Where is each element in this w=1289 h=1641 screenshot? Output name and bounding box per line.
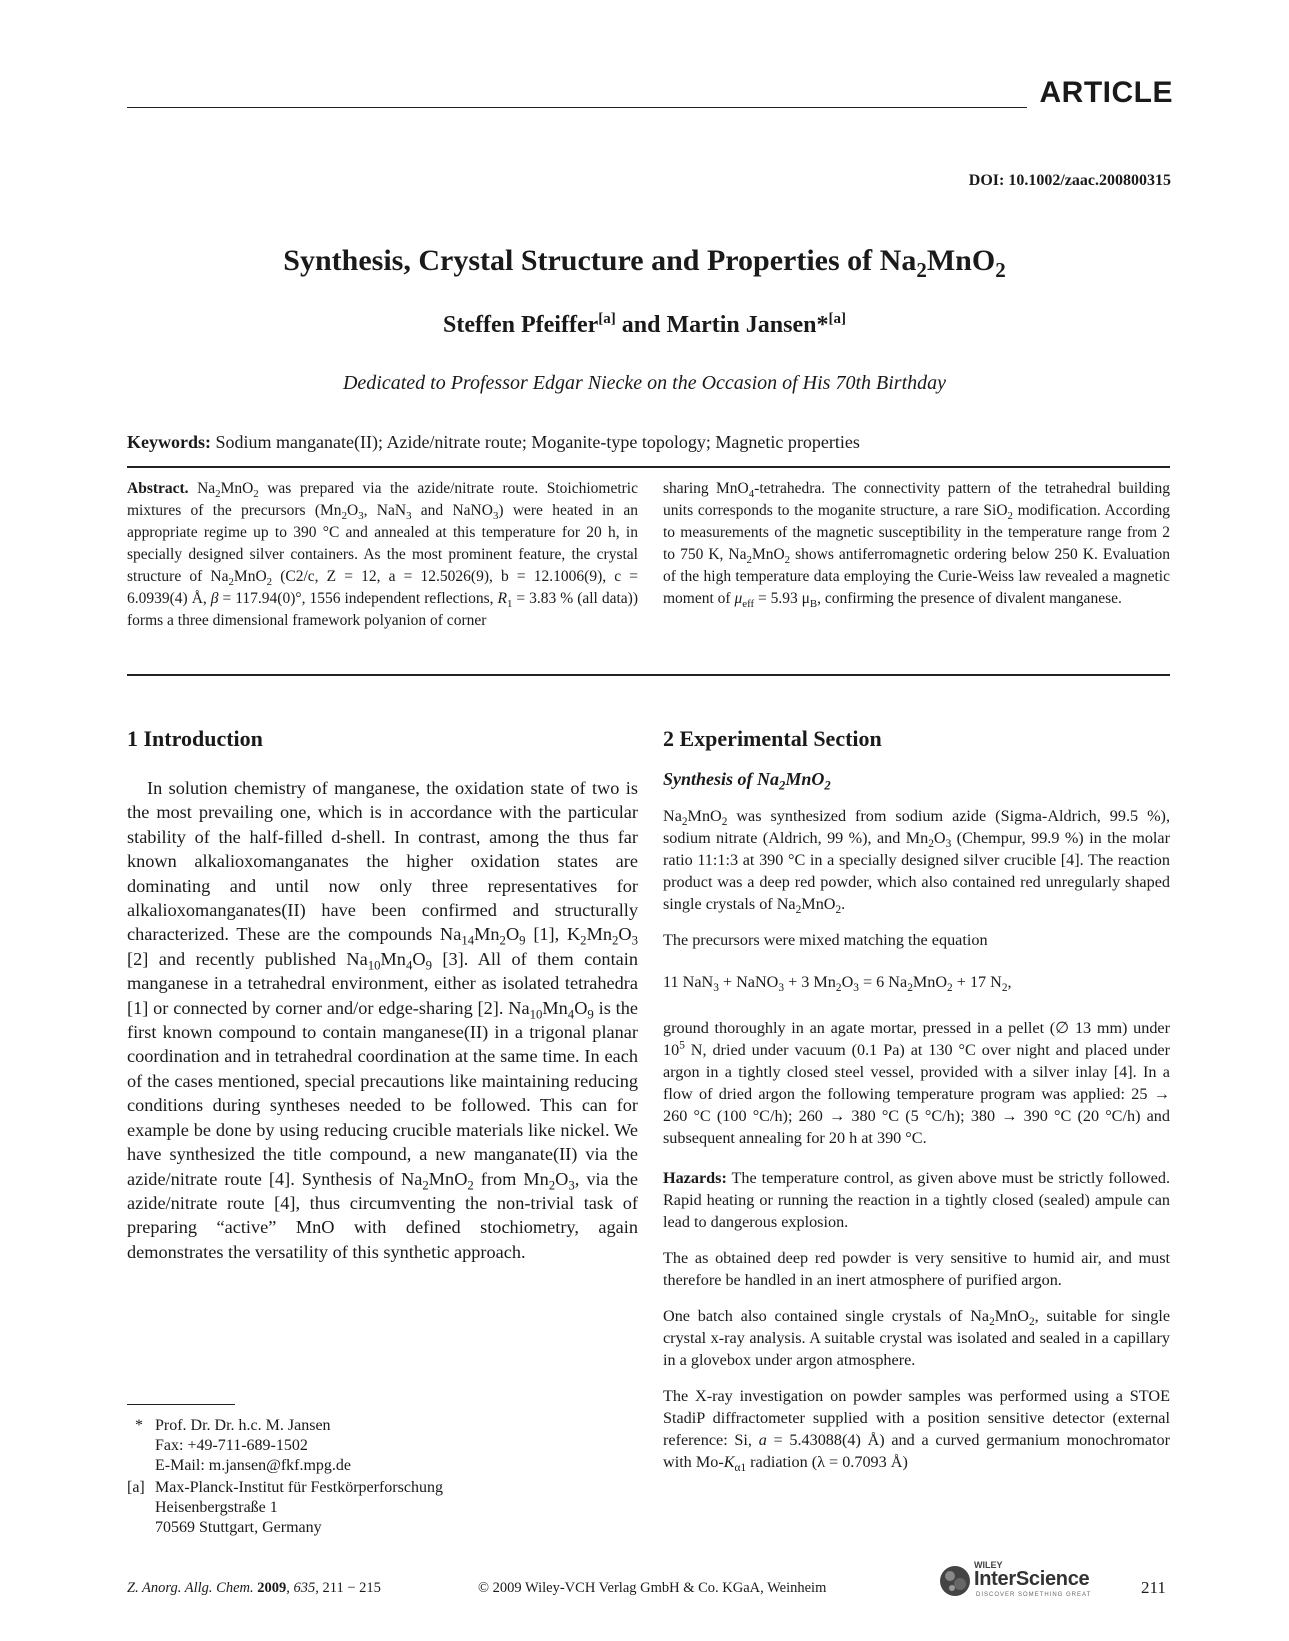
paragraph-hazards: Hazards: The temperature control, as given above must be strictly followed. Rapid heating or running the reaction in a tightly closed (sealed) ampule can lead to dangerous explosion. xyxy=(663,1169,1170,1231)
subsection-heading-synthesis: Synthesis of $Na_2MnO_2$ xyxy=(663,769,831,793)
article-title: Synthesis, Crystal Structure and Properties of $Na_2MnO_2$ xyxy=(283,244,1006,282)
abstract-bottom-rule xyxy=(127,674,1170,676)
paragraph-procedure: ground thoroughly in an agate mortar, pressed in a pellet (∅ 13 mm) under $10^5$ N, dried under vacuum (0.1 Pa) at 130 °C over night and placed under argon in a tightly closed steel vessel, provided with a silver inlay [4]. In a flow of dried argon the following temperature program was applied: 25 → 260 °C (100 °C/h); 260 → 380 °C (5 °C/h); 380 → 390 °C (20 °C/h) and subsequent annealing for 20 h at 390 °C. xyxy=(663,1019,1170,1147)
section-heading-introduction: 1 Introduction xyxy=(127,726,263,751)
article-type-label: ARTICLE xyxy=(1039,76,1173,109)
experimental-body xyxy=(663,805,1170,1487)
footnote-corresponding-author: * Prof. Dr. Dr. h.c. M. Jansen Fax: +49-711-689-1502 E-Mail: m.jansen@fkf.mpg.de xyxy=(135,1417,352,1474)
author-2: Martin Jansen* xyxy=(666,312,829,338)
globe-icon xyxy=(938,1564,972,1598)
paragraph-synthesis: $Na_2MnO_2$ was synthesized from sodium azide (Sigma-Aldrich, 99.5 %), sodium nitrate (Aldrich, 99 %), and $Mn_2O_3$ (Chempur, 99.9 %) in the molar ratio 11:1:3 at 390 °C in a specially designed silver crucible [4]. The reaction product was a deep red powder, which also contained red unregularly shaped single crystals of $Na_2MnO_2$. xyxy=(663,807,1170,917)
footer-citation: Z. Anorg. Allg. Chem. 2009, 635, 211 − 215 xyxy=(127,1580,381,1596)
abstract-right-column: sharing MnO$_4$-tetrahedra. The connectivity pattern of the tetrahedral building units corresponds to the moganite structure, a rare SiO$_2$ modification. According to measurements of the magnetic susceptibility in the temperature range from 2 to 750 K, $Na_2MnO_2$ shows antiferromagnetic ordering below 250 K. Evaluation of the high temperature data employing the Curie-Weiss law revealed a magnetic moment of $\mu_{eff} = 5.93$ $\mu_B$, confirming the presence of divalent manganese. xyxy=(663,480,1171,611)
reaction-equation: 11 NaN$_3$ + NaNO$_3$ + 3 $Mn_2O_3 = 6$ $Na_2MnO_2 + 17$ $N_2$, xyxy=(663,973,1012,995)
footnote-rule xyxy=(127,1404,235,1405)
abstract-left-column: Abstract. $Na_2MnO_2$ was prepared via the azide/nitrate route. Stoichiometric mixtures of the precursors ($Mn_2O_3$, NaN$_3$ and NaNO$_3$) were heated in an appropriate regime up to 390 °C and annealed at this temperature for 20 h, in specially designed silver containers. As the most prominent feature, the crystal structure of $Na_2MnO_2$ (C2/c, Z = 12, a = 12.5026(9), b = 12.1006(9), c = 6.0939(4) Å, β = 117.94(0)°, 1556 independent reflections, $R_1 = 3.83$ % (all data)) forms a three dimensional framework polyanion of corner xyxy=(127,480,639,629)
authors: Steffen Pfeiffer[a] and Martin Jansen*[a] xyxy=(443,311,846,338)
page-number: 211 xyxy=(1141,1578,1166,1597)
doi[interactable]: DOI: 10.1002/zaac.200800315 xyxy=(968,172,1171,189)
author-1-affiliation: [a] xyxy=(598,311,616,327)
section-heading-experimental: 2 Experimental Section xyxy=(663,726,882,751)
author-1: Steffen Pfeiffer xyxy=(443,312,599,338)
paragraph-single-crystals: One batch also contained single crystals of $Na_2MnO_2$, suitable for single crystal x-ray analysis. A suitable crystal was isolated and sealed in a capillary in a glovebox under argon atmosphere. xyxy=(663,1307,1171,1369)
paragraph-precursors: The precursors were mixed matching the equation xyxy=(663,931,988,949)
footnote-affiliation: [a] Max-Planck-Institut für Festkörperforschung Heisenbergstraße 1 70569 Stuttgart, Germany xyxy=(127,1479,443,1536)
header-rule xyxy=(127,107,1027,108)
footer-copyright: © 2009 Wiley-VCH Verlag GmbH & Co. KGaA, Weinheim xyxy=(478,1580,827,1596)
author-2-affiliation: [a] xyxy=(828,311,846,327)
paragraph-powder: The as obtained deep red powder is very sensitive to humid air, and must therefore be handled in an inert atmosphere of purified argon. xyxy=(663,1249,1170,1289)
paragraph-xray: The X-ray investigation on powder samples was performed using a STOE StadiP diffractometer supplied with a position sensitive detector (external reference: Si, a = 5.43088(4) Å) and a curved germanium monochromator with $Mo-K_{\alpha 1}$ radiation (λ = 0.7093 Å) xyxy=(663,1387,1170,1475)
wiley-interscience-logo[interactable]: WILEY InterScience DISCOVER SOMETHING GREAT xyxy=(938,1560,1108,1600)
dedication: Dedicated to Professor Edgar Niecke on the Occasion of His 70th Birthday xyxy=(342,372,947,394)
keywords: Keywords: Sodium manganate(II); Azide/nitrate route; Moganite-type topology; Magnetic properties xyxy=(127,432,860,452)
abstract-top-rule xyxy=(127,466,1170,468)
author-email[interactable]: E-Mail: m.jansen@fkf.mpg.de xyxy=(155,1457,352,1474)
introduction-body: In solution chemistry of manganese, the oxidation state of two is the most prevailing one, which is in accordance with the particular stability of the half-filled d-shell. In contrast, among the thus far known alkalioxomanganates the higher oxidation states are dominating and until now only three representatives for alkalioxomanganates(II) have been confirmed and structurally characterized. These are the compounds $Na_{14}Mn_2O_9$ [1], $K_2Mn_2O_3$ [2] and recently published $Na_{10}Mn_4O_9$ [3]. All of them contain manganese in a tetrahedral environment, either as isolated tetrahedra [1] or connected by corner and/or edge-sharing [2]. $Na_{10}Mn_4O_9$ is the first known compound to contain manganese(II) in a trigonal planar coordination and in tetrahedral coordination at the same time. In each of the cases mentioned, special precautions like maintaining reducing conditions during syntheses needed to be followed. This can for example be done by using reducing crucible materials like nickel. We have synthesized the title compound, a new manganate(II) via the azide/nitrate route [4]. Synthesis of $Na_2MnO_2$ from $Mn_2O_3$, via the azide/nitrate route [4], thus circumventing the non-trivial task of preparing “active” MnO with defined stochiometry, again demonstrates the versatility of this synthetic approach. xyxy=(127,778,639,1262)
